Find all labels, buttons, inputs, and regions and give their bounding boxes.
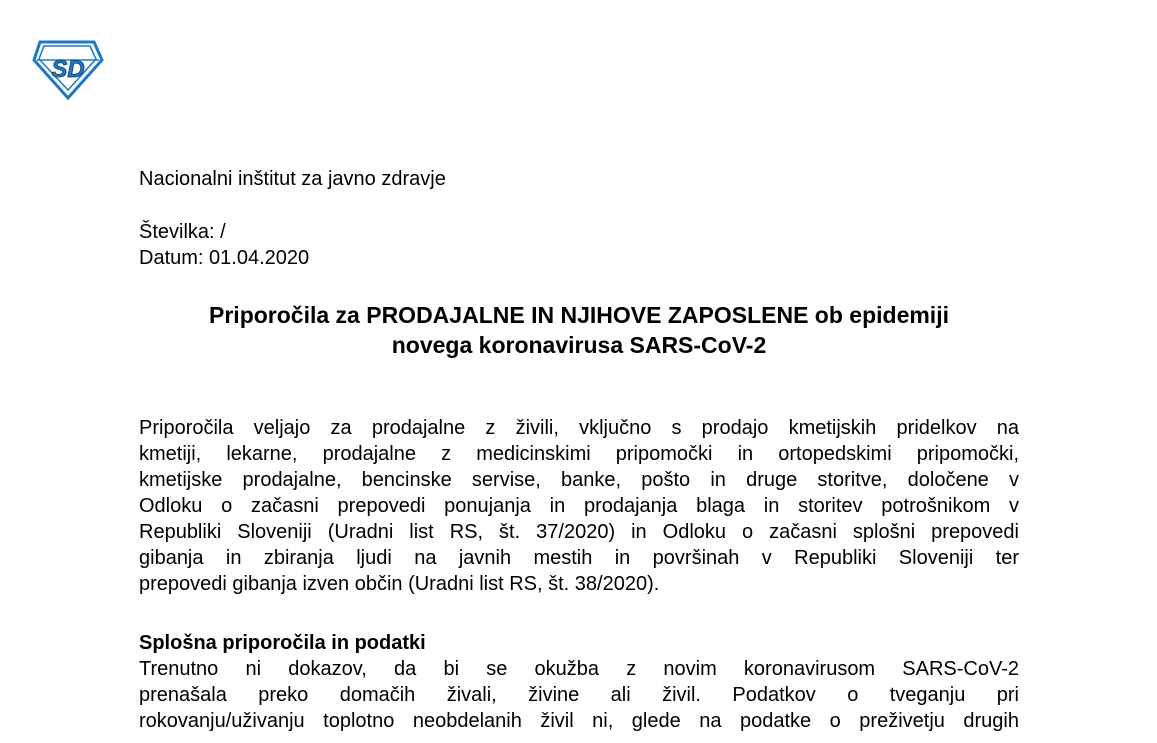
document-date: Datum: 01.04.2020 (139, 247, 310, 269)
section-line: Trenutno ni dokazov, da bi se okužba z novim koronavirusom SARS-CoV-2 (139, 658, 1019, 680)
intro-line: kmetijske prodajalne, bencinske servise, banke, pošto in druge storitve, določene v (139, 469, 1019, 491)
sd-logo (32, 40, 104, 100)
intro-line: Republiki Sloveniji (Uradni list RS, št. 37/2020) in Odloku o začasni splošni prepovedi (139, 521, 1019, 543)
section-line: rokovanju/uživanju toplotno neobdelanih živil ni, glede na podatke o preživetju drugih (139, 710, 1019, 732)
document-number: Številka: / (139, 221, 226, 243)
section-paragraph (139, 656, 1019, 734)
intro-line: prepovedi gibanja izven občin (Uradni list RS, št. 38/2020). (139, 573, 660, 595)
intro-paragraph (139, 415, 1019, 597)
title-line-1: Priporočila za PRODAJALNE IN NJIHOVE ZAPOSLENE ob epidemiji (209, 302, 949, 328)
logo-letters: SD (51, 56, 85, 83)
section-heading: Splošna priporočila in podatki (139, 632, 426, 654)
intro-line: kmetiji, lekarne, prodajalne z medicinskimi pripomočki in ortopedskimi pripomočki, (139, 443, 1019, 465)
intro-line: Priporočila veljajo za prodajalne z živili, vključno s prodajo kmetijskih pridelkov na (139, 417, 1019, 439)
title-line-2: novega koronavirusa SARS-CoV-2 (391, 332, 767, 358)
intro-line: gibanja in zbiranja ljudi na javnih mestih in površinah v Republiki Sloveniji ter (139, 547, 1019, 569)
diamond-emblem-icon (32, 40, 104, 100)
institution-name: Nacionalni inštitut za javno zdravje (139, 168, 446, 190)
document-title (139, 300, 1019, 360)
section-line: prenašala preko domačih živali, živine ali živil. Podatkov o tveganju pri (139, 684, 1019, 706)
intro-line: Odloku o začasni prepovedi ponujanja in prodajanja blaga in storitev potrošnikom v (139, 495, 1019, 517)
